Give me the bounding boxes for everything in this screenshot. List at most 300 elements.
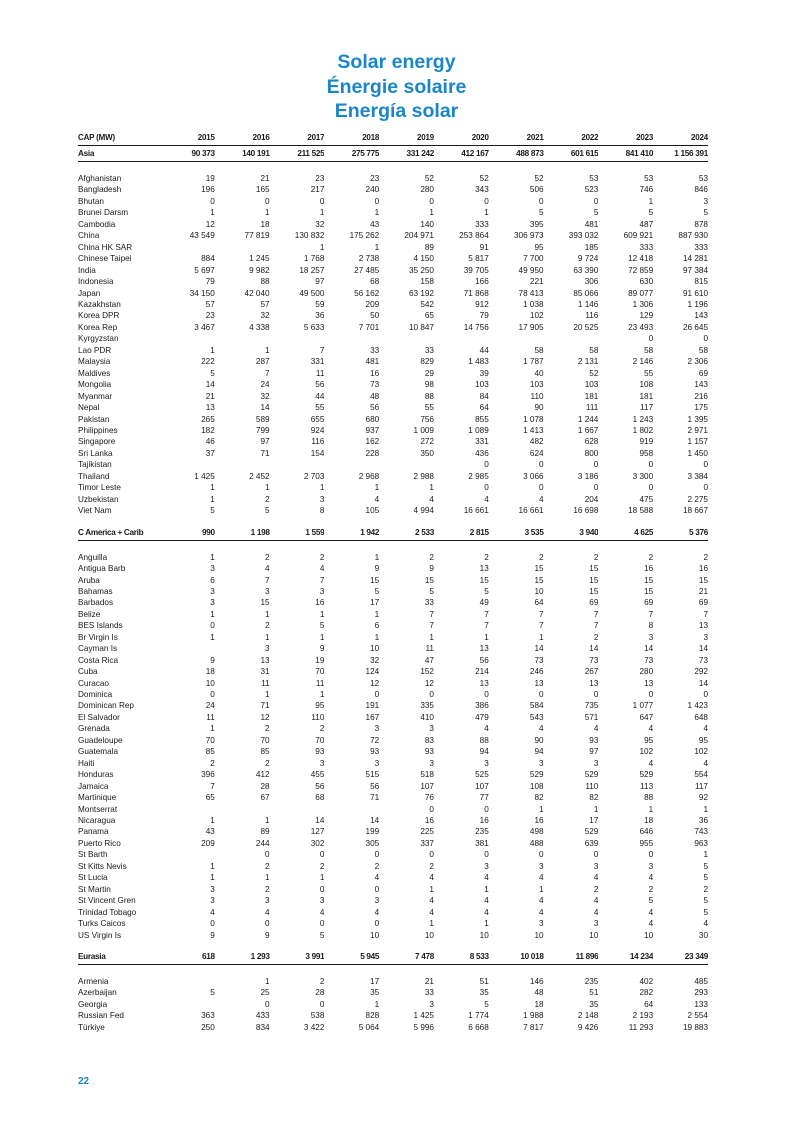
capacity-value: 13 [260,655,270,665]
capacity-value: 1 [648,196,654,206]
capacity-value: 94 [479,747,489,757]
region-total-value: 90 373 [160,146,215,162]
capacity-value: 167 [365,712,380,722]
capacity-value: 14 [370,816,380,826]
country-name: Kazakhstan [78,299,121,309]
gap-cell [324,965,379,977]
capacity-value: 2 703 [303,471,325,481]
capacity-value: 1 [429,483,434,493]
country-name: Mongolia [78,380,112,390]
capacity-value: 51 [479,977,489,986]
capacity-value: 648 [694,712,708,722]
country-name: Indonesia [78,277,114,287]
country-name: China HK SAR [78,242,133,252]
capacity-value: 204 [584,494,599,504]
capacity-value: 0 [539,690,544,700]
capacity-value: 0 [210,196,215,206]
capacity-value: 58 [698,345,708,355]
country-name: Maldives [78,368,111,378]
capacity-value: 2 [429,552,434,562]
capacity-value: 1 [210,861,215,871]
capacity-value: 5 [210,506,215,516]
capacity-value: 2 [703,884,708,894]
capacity-value: 133 [694,999,708,1009]
year-header: 2019 [379,131,434,146]
capacity-value [160,242,215,253]
country-name: Haiti [78,758,95,768]
table-row [78,586,708,597]
table-row [78,804,708,815]
capacity-value: 1 [265,632,270,642]
capacity-value: 829 [420,357,434,367]
capacity-value: 110 [530,391,544,401]
capacity-value: 293 [694,988,708,998]
section-spacer [78,941,708,949]
capacity-value: 5 [429,586,434,596]
capacity-value: 16 [698,564,708,574]
region-total-value: 1 293 [215,949,270,965]
capacity-value: 267 [584,667,599,677]
capacity-value: 0 [374,690,380,700]
table-row [78,173,708,184]
capacity-value: 4 338 [249,322,270,332]
capacity-value: 23 493 [628,322,654,332]
capacity-value: 2 [265,861,270,871]
country-name: Myanmar [78,391,113,401]
country-name: Honduras [78,770,114,780]
capacity-value: 56 [370,781,380,791]
capacity-value: 0 [648,460,654,470]
capacity-value: 5 [210,368,215,378]
capacity-value: 386 [475,701,489,711]
capacity-value: 13 [534,678,544,688]
capacity-value: 455 [310,770,325,780]
region-total-value: 841 410 [598,146,653,162]
capacity-value: 4 [265,564,270,574]
capacity-value: 15 [370,575,380,585]
capacity-value: 337 [420,838,434,848]
capacity-value: 63 390 [573,265,599,275]
capacity-value: 292 [694,667,708,677]
gap-cell [544,540,599,552]
capacity-value [379,333,434,344]
capacity-value: 4 [539,907,544,917]
capacity-value: 4 994 [413,506,434,516]
capacity-value: 1 [429,208,434,218]
gap-cell [544,965,599,977]
capacity-value: 14 [698,678,708,688]
capacity-value: 0 [374,919,380,929]
capacity-value: 64 [534,598,544,608]
capacity-value: 146 [529,977,544,986]
capacity-value: 924 [310,425,325,435]
capacity-value: 48 [534,988,544,998]
table-row [78,689,708,700]
capacity-value: 937 [365,425,380,435]
country-name: Pakistan [78,414,110,424]
capacity-value: 4 [484,724,489,734]
country-name: St Kitts Nevis [78,861,127,871]
spacer-cell [653,517,708,525]
capacity-value: 82 [534,793,544,803]
capacity-value: 58 [589,345,599,355]
table-row [78,838,708,849]
section-gap [78,540,708,552]
capacity-value: 855 [475,414,489,424]
region-total-value: 23 349 [653,949,708,965]
capacity-value: 4 [539,896,544,906]
capacity-value: 52 [424,174,434,183]
capacity-value: 55 [424,403,434,413]
capacity-value: 1 413 [523,425,544,435]
capacity-value: 14 [698,644,708,654]
country-name: Tajikistan [78,460,112,470]
capacity-value: 20 525 [573,322,599,332]
country-name: Belize [78,609,101,619]
capacity-value: 21 [205,391,215,401]
capacity-value: 1 146 [577,299,599,309]
capacity-value: 0 [484,690,489,700]
region-name: Eurasia [78,949,160,965]
capacity-value: 475 [639,494,654,504]
capacity-value: 4 [539,724,544,734]
table-row [78,620,708,631]
capacity-value: 53 [644,174,654,183]
spacer-cell [489,517,544,525]
capacity-value: 647 [639,712,654,722]
capacity-value: 4 [539,494,544,504]
capacity-value: 2 [429,861,434,871]
capacity-value: 525 [475,770,489,780]
table-row [78,322,708,333]
capacity-value: 79 [479,311,489,321]
gap-cell [598,540,653,552]
capacity-value: 333 [475,219,489,229]
capacity-value: 5 996 [413,1022,434,1032]
capacity-value: 24 [205,701,215,711]
capacity-value: 3 [210,598,215,608]
capacity-value: 1 [319,483,325,493]
gap-cell [434,965,489,977]
capacity-value: 70 [205,735,215,745]
table-row [78,735,708,746]
country-name: China [78,231,100,241]
capacity-value: 1 [429,919,434,929]
capacity-value: 46 [205,437,215,447]
capacity-value: 0 [484,483,489,493]
capacity-value: 3 [319,494,325,504]
capacity-value: 5 [539,208,544,218]
country-name: Dominican Rep [78,701,134,711]
capacity-value: 2 [265,494,270,504]
capacity-value: 18 667 [682,506,708,516]
capacity-value: 8 [319,506,325,516]
capacity-value: 7 [319,575,325,585]
capacity-value: 196 [201,185,215,195]
capacity-value: 0 [429,690,434,700]
capacity-value: 117 [694,781,708,791]
capacity-value: 543 [529,712,544,722]
capacity-value: 33 [370,345,380,355]
region-total-value: 5 376 [653,525,708,541]
capacity-value: 73 [644,655,654,665]
capacity-value: 1 [484,632,489,642]
capacity-value [160,804,215,815]
capacity-value: 0 [648,850,654,860]
spacer-cell [434,517,489,525]
table-row [78,288,708,299]
capacity-value: 10 [370,930,380,940]
capacity-value: 19 883 [682,1022,708,1032]
capacity-value: 884 [201,254,215,264]
capacity-value: 209 [201,838,215,848]
capacity-value: 113 [640,781,654,791]
capacity-value: 49 950 [518,265,544,275]
capacity-value: 240 [365,185,380,195]
capacity-value: 542 [420,299,434,309]
spacer-cell [379,517,434,525]
capacity-value: 30 [698,930,708,940]
capacity-value: 85 [205,747,215,757]
spacer-cell [544,941,599,949]
capacity-value: 529 [529,770,544,780]
capacity-value: 82 [589,793,599,803]
capacity-value: 912 [475,299,489,309]
capacity-value [434,333,489,344]
capacity-value: 6 [374,621,380,631]
capacity-value: 1 306 [632,299,654,309]
capacity-value: 17 [589,816,599,826]
capacity-value: 0 [374,850,380,860]
capacity-value: 70 [315,667,325,677]
capacity-value: 7 [539,609,544,619]
capacity-value: 680 [365,414,380,424]
capacity-value: 18 [260,219,270,229]
capacity-value: 4 [648,907,654,917]
capacity-value: 1 [374,483,380,493]
capacity-value: 93 [315,747,325,757]
capacity-value: 14 [644,644,654,654]
capacity-value: 5 [484,999,489,1009]
table-row [78,253,708,264]
capacity-value: 7 [539,621,544,631]
country-name: Aruba [78,575,100,585]
capacity-value [324,804,379,815]
capacity-value: 3 [648,861,654,871]
capacity-value: 5 [319,930,325,940]
capacity-value: 2 452 [249,471,270,481]
capacity-value: 18 [205,667,215,677]
capacity-value: 3 [374,758,380,768]
capacity-value: 15 [534,575,544,585]
capacity-value: 9 982 [249,265,270,275]
country-name: Russian Fed [78,1011,124,1021]
region-total-value: 2 533 [379,525,434,541]
capacity-value: 4 150 [413,254,434,264]
capacity-value: 0 [539,196,544,206]
capacity-value: 43 [370,219,380,229]
capacity-value: 0 [210,690,215,700]
capacity-value: 815 [694,277,708,287]
capacity-value: 0 [593,850,599,860]
region-total-value: 11 896 [544,949,599,965]
capacity-value: 1 483 [468,357,489,367]
capacity-value: 15 [424,575,434,585]
spacer-cell [379,941,434,949]
table-row [78,391,708,402]
capacity-value: 1 [374,609,380,619]
region-total-value: 211 525 [270,146,325,162]
gap-cell [653,965,708,977]
capacity-value: 15 [534,564,544,574]
gap-cell [489,965,544,977]
capacity-value [160,643,215,654]
year-header: 2016 [215,131,270,146]
capacity-value: 1 [210,632,215,642]
capacity-value: 287 [255,357,270,367]
table-row [78,552,708,563]
capacity-value: 393 032 [568,231,599,241]
table-header-row [78,131,708,146]
capacity-value: 2 [593,632,599,642]
gap-cell [489,540,544,552]
capacity-value: 108 [529,781,544,791]
capacity-value: 16 [315,598,325,608]
capacity-value: 4 [374,907,380,917]
capacity-value: 1 423 [687,701,708,711]
capacity-value: 19 [205,174,215,183]
capacity-value: 2 [484,552,489,562]
title-french: Énergie solaire [326,75,467,98]
capacity-value: 9 [429,564,434,574]
country-name: Thailand [78,471,110,481]
capacity-value: 85 066 [573,288,599,298]
capacity-value: 7 [265,575,270,585]
table-row [78,505,708,516]
capacity-value: 143 [694,311,708,321]
country-name: Timor Leste [78,483,121,493]
spacer-cell [215,941,270,949]
capacity-value: 1 [265,873,270,883]
table-row [78,643,708,654]
table-row [78,849,708,860]
capacity-value: 12 [424,678,434,688]
capacity-value: 33 [424,598,434,608]
capacity-value: 0 [210,919,215,929]
capacity-value: 58 [644,345,654,355]
capacity-value: 73 [534,655,544,665]
capacity-value: 31 [260,667,270,677]
capacity-value: 0 [648,334,654,344]
spacer-cell [324,517,379,525]
capacity-value: 14 [534,644,544,654]
capacity-value: 3 300 [632,471,654,481]
capacity-value: 955 [639,838,654,848]
table-row [78,792,708,803]
capacity-value: 3 [319,758,325,768]
capacity-value: 14 [260,403,270,413]
capacity-value: 1 450 [687,448,708,458]
capacity-value: 56 [315,380,325,390]
table-row [78,471,708,482]
spacer-cell [324,941,379,949]
section-gap [78,162,708,174]
capacity-value: 49 500 [299,288,325,298]
capacity-value: 0 [374,884,380,894]
table-row [78,700,708,711]
capacity-value: 97 [260,437,270,447]
region-total-value: 1 198 [215,525,270,541]
capacity-value: 2 [593,884,599,894]
capacity-value: 26 645 [682,322,708,332]
capacity-value: 1 667 [577,425,599,435]
capacity-value: 2 306 [687,357,708,367]
capacity-value: 14 [589,644,599,654]
capacity-value: 70 [260,735,270,745]
gap-cell [324,540,379,552]
capacity-value: 209 [365,299,380,309]
capacity-value: 7 [593,609,599,619]
capacity-value: 1 [210,816,215,826]
capacity-value: 0 [593,483,599,493]
capacity-value: 0 [429,850,434,860]
capacity-value: 7 [484,621,489,631]
capacity-value: 481 [365,357,380,367]
capacity-value: 646 [639,827,654,837]
country-name: Japan [78,288,101,298]
capacity-value: 6 668 [468,1022,489,1032]
table-row [78,310,708,321]
table-row [78,666,708,677]
table-row [78,769,708,780]
region-total-value: 8 533 [434,949,489,965]
capacity-value: 7 [648,609,654,619]
capacity-value: 523 [584,185,599,195]
gap-cell [544,162,599,174]
capacity-value: 13 [589,678,599,688]
capacity-value: 246 [529,667,544,677]
gap-cell [160,162,215,174]
year-header: 2022 [544,131,599,146]
country-name: Malaysia [78,357,111,367]
capacity-value: 53 [698,174,708,183]
capacity-value: 56 [315,781,325,791]
capacity-value: 15 [589,564,599,574]
capacity-value: 1 [319,632,325,642]
capacity-value: 1 787 [523,357,544,367]
gap-cell [270,965,325,977]
capacity-value: 152 [420,667,434,677]
capacity-value: 10 [589,930,599,940]
capacity-value: 4 [210,907,215,917]
capacity-value: 5 [703,208,708,218]
country-name: St Martin [78,884,111,894]
region-name: C America + Carib [78,525,160,541]
capacity-value: 0 [265,196,270,206]
capacity-value: 13 [644,678,654,688]
capacity-value: 11 [315,678,325,688]
capacity-value: 1 [539,804,544,814]
capacity-value: 2 [319,861,325,871]
capacity-value: 5 [703,873,708,883]
capacity-value: 1 774 [468,1011,489,1021]
capacity-value: 11 [261,678,270,688]
capacity-value [270,804,325,815]
capacity-value: 71 [260,448,270,458]
capacity-value: 95 [698,735,708,745]
capacity-value: 2 985 [468,471,489,481]
capacity-value: 506 [529,185,544,195]
